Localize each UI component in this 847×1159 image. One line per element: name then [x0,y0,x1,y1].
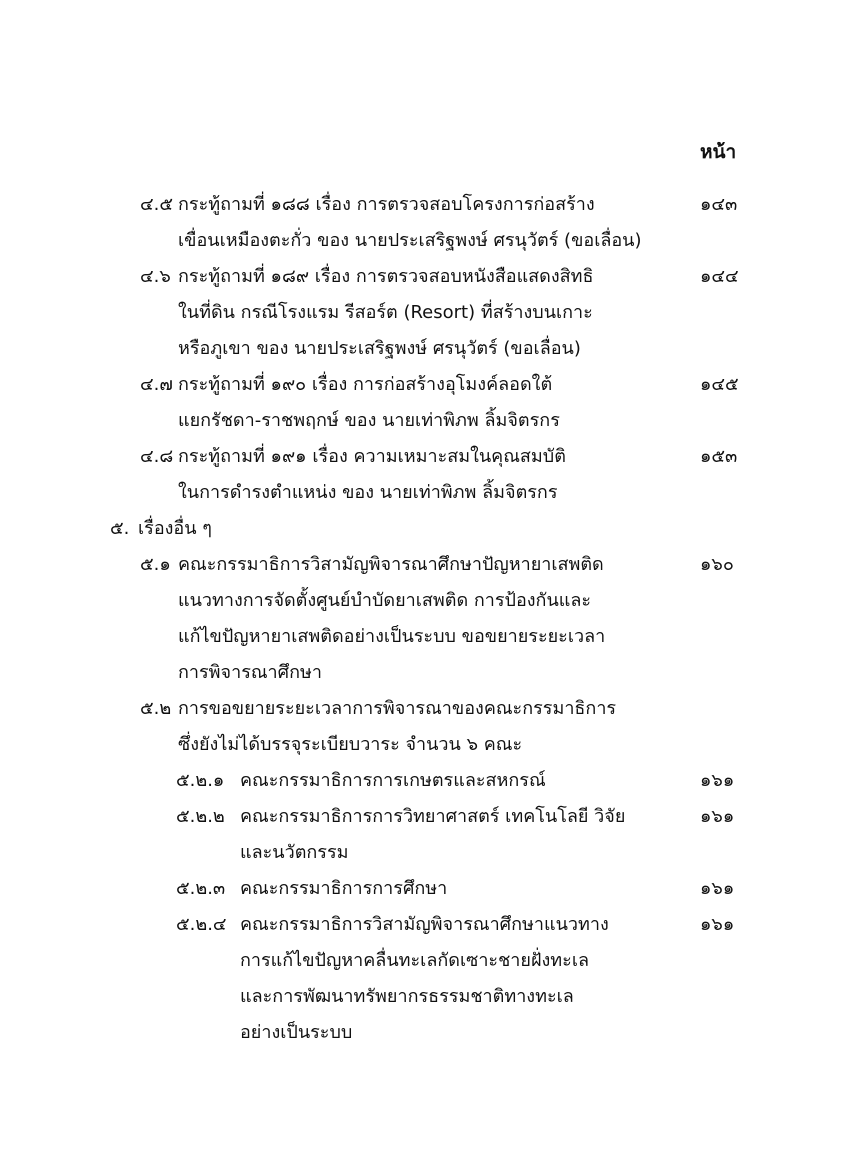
toc-entry-text: แยกรัชดา-ราชพฤกษ์ ของ นายเท่าพิภพ ลิ้มจิตรกร [178,410,560,431]
toc-subentry-text: อย่างเป็นระบบ [240,1022,353,1043]
page-column-header: หน้า [700,141,737,163]
toc-entry-text: ในการดำรงตำแหน่ง ของ นายเท่าพิภพ ลิ้มจิตรกร [178,482,558,503]
toc-subentry-number: ๕.๒.๒ [176,806,225,827]
toc-page-number: ๑๔๔ [700,266,739,287]
toc-entry-text: เขื่อนเหมืองตะกั่ว ของ นายประเสริฐพงษ์ ศรนุวัตร์ (ขอเลื่อน) [178,230,642,251]
toc-entry-text: แนวทางการจัดตั้งศูนย์บำบัดยาเสพติด การป้องกันและ [178,590,592,611]
toc-subentry-text: คณะกรรมาธิการการวิทยาศาสตร์ เทคโนโลยี วิจัย [240,806,626,827]
toc-entry-number: ๔.๘ [140,446,174,467]
toc-subentry-text: คณะกรรมาธิการวิสามัญพิจารณาศึกษาแนวทาง [240,914,609,935]
toc-entry-text: แก้ไขปัญหายาเสพติดอย่างเป็นระบบ ขอขยายระยะเวลา [178,626,606,647]
toc-entry-number: ๕.๒ [140,698,172,719]
section-number: ๕. [110,518,130,539]
toc-entry-text: คณะกรรมาธิการวิสามัญพิจารณาศึกษาปัญหายาเสพติด [178,554,604,575]
toc-subentry-number: ๕.๒.๔ [176,914,227,935]
toc-entry-text: กระทู้ถามที่ ๑๙๑ เรื่อง ความเหมาะสมในคุณสมบัติ [178,446,566,467]
toc-page-number: ๑๖๑ [700,770,735,791]
section-title: เรื่องอื่น ๆ [138,518,212,539]
toc-subentry-number: ๕.๒.๓ [176,878,226,899]
toc-entry-text: กระทู้ถามที่ ๑๘๙ เรื่อง การตรวจสอบหนังสือแสดงสิทธิ [178,266,594,287]
toc-subentry-text: คณะกรรมาธิการการเกษตรและสหกรณ์ [240,770,546,791]
toc-entry-text: กระทู้ถามที่ ๑๘๘ เรื่อง การตรวจสอบโครงการก่อสร้าง [178,194,595,215]
toc-subentry-text: การแก้ไขปัญหาคลื่นทะเลกัดเซาะชายฝั่งทะเล [240,950,590,971]
toc-page-number: ๑๕๓ [700,446,738,467]
toc-entry-number: ๔.๕ [140,194,173,215]
toc-entry-text: กระทู้ถามที่ ๑๙๐ เรื่อง การก่อสร้างอุโมงค์ลอดใต้ [178,374,553,395]
toc-entry-text: ซึ่งยังไม่ได้บรรจุระเบียบวาระ จำนวน ๖ คณะ [178,734,523,755]
toc-subentry-text: และการพัฒนาทรัพยากรธรรมชาติทางทะเล [240,986,574,1007]
toc-entry-text: การขอขยายระยะเวลาการพิจารณาของคณะกรรมาธิการ [178,698,617,719]
toc-entry-number: ๔.๗ [140,374,173,395]
toc-subentry-text: คณะกรรมาธิการการศึกษา [240,878,448,899]
toc-subentry-number: ๕.๒.๑ [176,770,225,791]
toc-entry-text: การพิจารณาศึกษา [178,662,322,683]
toc-page-number: ๑๖๑ [700,878,735,899]
toc-page-number: ๑๖๐ [700,554,734,575]
toc-entry-number: ๔.๖ [140,266,171,287]
toc-page-number: ๑๔๓ [700,194,738,215]
toc-entry-text: หรือภูเขา ของ นายประเสริฐพงษ์ ศรนุวัตร์ (ขอเลื่อน) [178,338,581,359]
toc-page-number: ๑๖๑ [700,806,735,827]
toc-page-number: ๑๖๑ [700,914,735,935]
toc-page-number: ๑๔๕ [700,374,739,395]
toc-entry-text: ในที่ดิน กรณีโรงแรม รีสอร์ต (Resort) ที่สร้างบนเกาะ [178,302,593,323]
toc-subentry-text: และนวัตกรรม [240,842,349,863]
toc-entry-number: ๕.๑ [140,554,171,575]
